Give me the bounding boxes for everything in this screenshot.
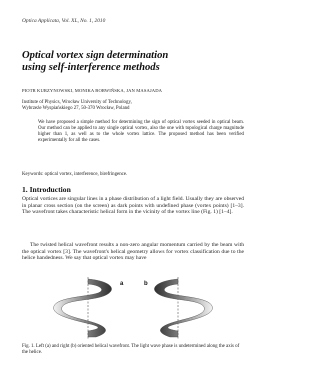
left-helix-a xyxy=(54,277,124,339)
helical-wavefront-figure xyxy=(48,275,218,341)
section-heading: 1. Introduction xyxy=(22,185,71,194)
intro-paragraph-1: Optical vortices are singular lines in a phase distribution of a light field. Usually they are observed in planar cross section (on the screen) as dark points with undefined phase (vortex points) [1–3]. The wavefront takes characteristic helical form in the vicinity of the vortex line (Fig. 1) [1–4]. xyxy=(22,196,244,216)
affiliation-line-2: Wybrzeże Wyspiańskiego 27, 50-370 Wrocław, Poland xyxy=(22,106,130,112)
keywords: Keywords: optical vortex, interference, birefringence. xyxy=(22,172,128,177)
journal-header: Optica Applicata, Vol. XL, No. 1, 2010 xyxy=(22,18,106,24)
affiliation-line-1: Institute of Physics, Wrocław University of Technology, xyxy=(22,100,132,105)
abstract: We have proposed a simple method for determining the sign of optical vortex seeded in optical beam. Our method can be applied to any single optical vortex, also the one with topological charge magnitude higher than 1, as well as to the whole vortex lattice. The proposed method has been verified experimentally for all the cases. xyxy=(38,120,244,143)
affiliation xyxy=(22,100,242,113)
title-line-1: Optical vortex sign determination xyxy=(22,50,169,61)
intro-paragraph-2: The twisted helical wavefront results a non-zero angular momentum carried by the beam with the optical vortex [3]. The wavefront's helical geometry allows for vortex classification due to the helice handedness. We say that optical vortex may have xyxy=(22,242,244,262)
figure-label-a: a xyxy=(120,281,124,287)
right-helix-b xyxy=(144,277,212,339)
paper-title xyxy=(22,50,244,74)
authors: PIOTR KURZYNOWSKI, MONIKA BORWIŃSKA, JAN MASAJADA xyxy=(22,88,163,93)
figure-caption: Fig. 1. Left (a) and right (b) oriented helical wavefront. The light wave phase is undetermined along the axis of the helice. xyxy=(22,344,240,356)
figure-label-b: b xyxy=(144,281,148,287)
title-line-2: using self-interference methods xyxy=(22,62,160,73)
